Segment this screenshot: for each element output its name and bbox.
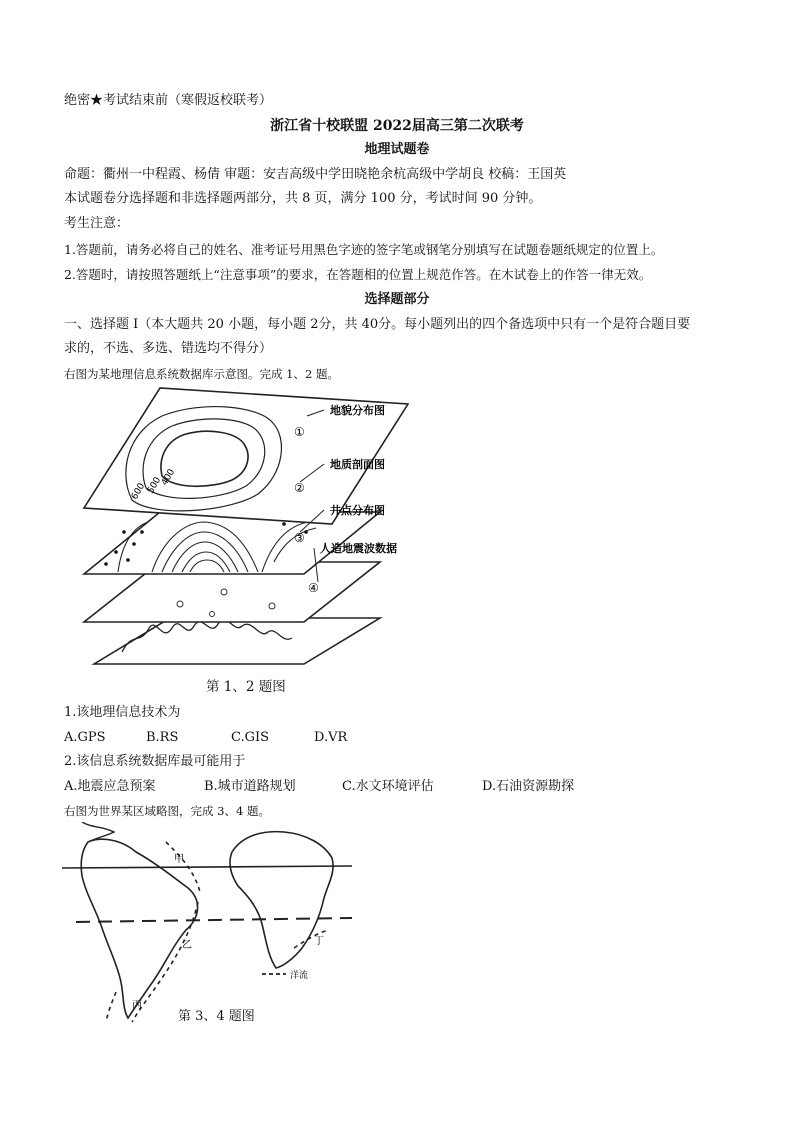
exam-title: 浙江省十校联盟 2022届高三第二次联考 [270,118,524,134]
world-region-map [62,822,362,1034]
contour-label: 400 [159,467,178,488]
figure2-lead: 右图为世界某区域略图，完成 3、4 题。 [64,804,270,818]
current-bing [106,992,116,1022]
note-2: 2.答题时，请按照答题纸上“注意事项”的要求，在答题相的位置上规范作答。在木试卷上的作答一律无效。 [64,267,652,282]
south-america-outline [81,839,197,1018]
section-intro-2: 求的，不选、多选、错选均不得分） [64,341,273,356]
layer-label: 人造地震波数据 [320,542,397,555]
layer-number: ① [294,425,305,439]
figure1-lead: 右图为某地理信息系统数据库示意图。完成 1、2 题。 [64,367,339,381]
figure2-caption: 第 3、4 题图 [178,1009,255,1024]
africa-outline [230,832,333,968]
well-point [221,589,227,595]
secret-line: 绝密★考试结束前（寒假返校联考） [64,93,273,108]
layer-label: 地质剖面图 [330,458,385,471]
subject-title: 地理试题卷 [364,142,430,157]
q2-option-c[interactable]: C.水文环境评估 [342,779,434,794]
gis-layers-figure [62,382,442,700]
q2-stem: 2.该信息系统数据库最可能用于 [64,754,246,769]
map-label: 乙 [182,940,192,951]
layer-label: 地貌分布图 [330,404,385,417]
notes-title: 考生注意： [64,216,130,231]
q1-stem: 1.该地理信息技术为 [64,705,181,720]
figure1-caption: 第 1、2 题图 [206,679,286,695]
q2-option-b[interactable]: B.城市道路规划 [204,779,296,794]
section-intro-1: 一、选择题 I（本大题共 20 小题，每小题 2分，共 40分。每小题列出的四个备选项中只有一个是符合题目要 [64,317,691,332]
q2-option-d[interactable]: D.石油资源勘探 [482,779,575,794]
well-point [177,601,183,607]
contour-label: 500 [145,475,164,496]
layer-number: ③ [294,531,305,545]
layer-number: ④ [308,581,319,595]
q1-option-a[interactable]: A.GPS [64,730,106,745]
section-title: 选择题部分 [364,292,430,307]
map-label: 丙 [132,1000,142,1011]
authors-line: 命题：衢州一中程霞、杨倩 审题：安吉高级中学田晓艳余杭高级中学胡良 校稿：王国英 [64,167,567,182]
paper-info: 本试题卷分选择题和非选择题两部分，共 8 页，满分 100 分，考试时间 90 分钟。 [64,191,542,206]
well-point [210,612,215,617]
map-label: 丁 [314,936,324,947]
well-point [269,603,275,609]
q2-option-a[interactable]: A.地震应急预案 [64,779,156,794]
layer-label: 井点分布图 [330,504,385,517]
q1-option-d[interactable]: D.VR [314,730,348,745]
layer-number: ② [294,481,305,495]
map-label: 甲 [174,854,184,865]
contour-label: 600 [129,481,148,502]
current-legend-label: 洋流 [290,971,309,981]
q1-option-c[interactable]: C.GIS [231,730,270,745]
layer-4-plane [94,618,380,664]
note-1: 1.答题前，请务必将自己的姓名、准考证号用黑色字迹的签字笔或钢笔分别填写在试题卷题纸规定的位置上。 [64,242,664,257]
q1-option-b[interactable]: B.RS [146,730,179,745]
